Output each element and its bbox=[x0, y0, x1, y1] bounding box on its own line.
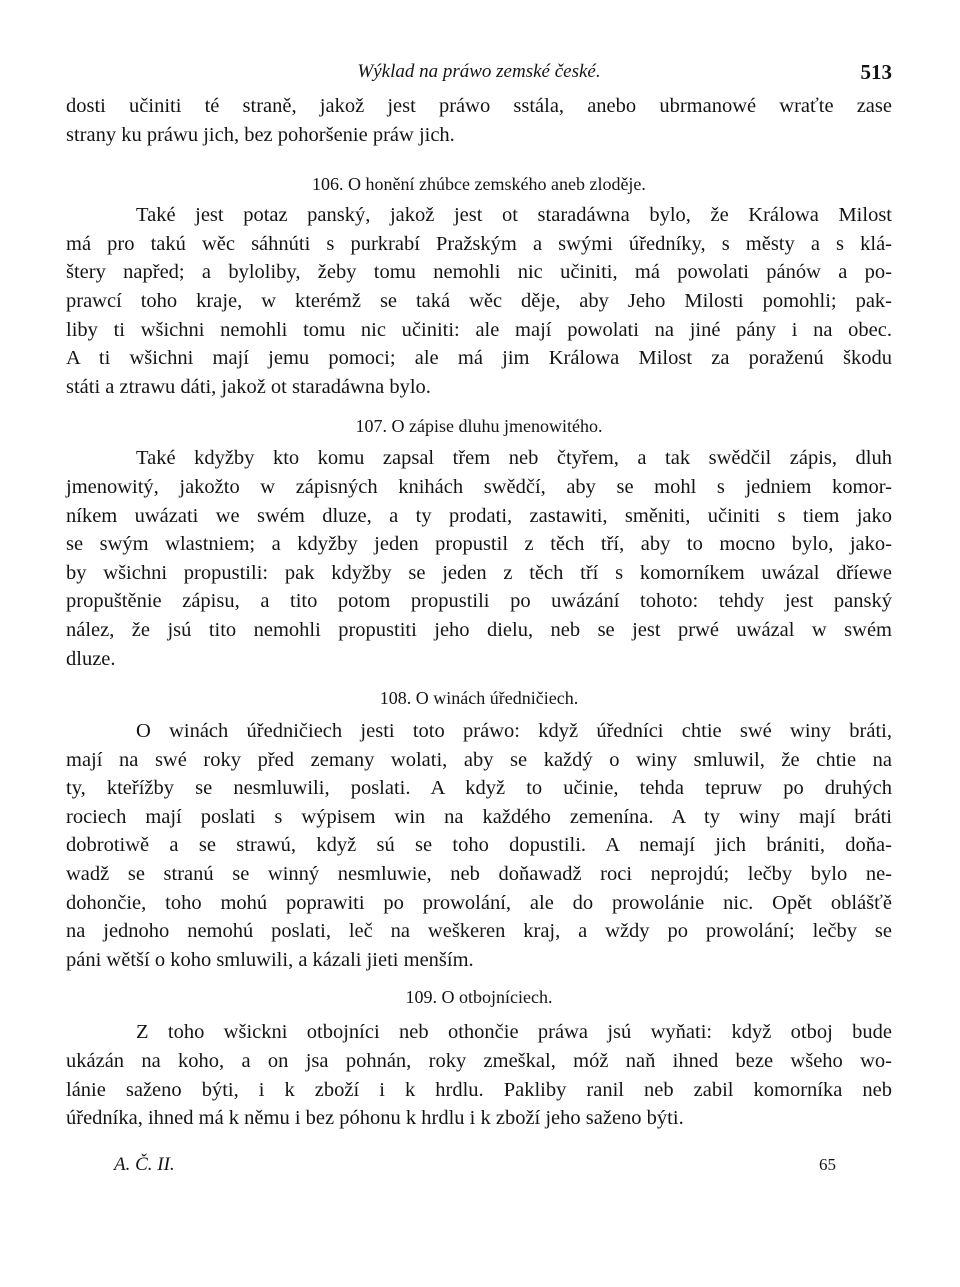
text-line: O winách úředničiech jesti toto práwo: když úředníci chtie swé winy bráti, bbox=[136, 720, 892, 743]
printer-signature: A. Č. II. bbox=[114, 1153, 175, 1175]
section-heading: 107. O zápise dluhu jmenowitého. bbox=[355, 416, 603, 437]
text-line: má pro takú wěc sáhnúti s purkrabí Pražským a swými úředníky, s městy a s klá- bbox=[66, 232, 892, 255]
text-line: Také jest potaz panský, jakož jest ot staradáwna bylo, že Králowa Milost bbox=[136, 204, 892, 227]
running-title: Wýklad na práwo zemské české. bbox=[357, 61, 601, 82]
page-body bbox=[66, 92, 892, 1133]
text-line: lánie saženo býti, i k zboží i k hrdlu. Pakliby ranil neb zabil komorníka neb bbox=[66, 1078, 892, 1101]
text-line: dluze. bbox=[66, 647, 116, 670]
section-paragraph bbox=[66, 444, 892, 673]
text-line: A ti wšichni mají jemu pomoci; ale má jim Králowa Milost za poraženú škodu bbox=[66, 347, 892, 370]
text-line: ukázán na koho, a on jsa pohnán, roky zmeškal, móž naň ihned beze wšeho wo- bbox=[66, 1050, 892, 1073]
page-header bbox=[66, 58, 892, 92]
page-number: 513 bbox=[860, 60, 892, 84]
text-line: rociech mají poslati s wýpisem win na každého zemenína. A ty winy mají bráti bbox=[66, 805, 892, 828]
page-footer bbox=[66, 1151, 892, 1181]
text-line: štery napřed; a byloliby, žeby tomu nemohli nic učiniti, má powolati pánów a po- bbox=[66, 261, 892, 284]
section-paragraph bbox=[66, 717, 892, 974]
text-line: prawcí toho kraje, w kterémž se taká wěc děje, aby Jeho Milosti pomohli; pak- bbox=[66, 289, 892, 312]
text-line: Z toho wšickni otbojníci neb othončie práwa jsú wyňati: když otboj bude bbox=[136, 1021, 892, 1044]
text-line: státi a ztrawu dáti, jakož ot staradáwna bylo. bbox=[66, 375, 431, 398]
text-line: níkem uwázati we swém dluze, a ty prodati, zastawiti, směniti, učiniti s tiem jako bbox=[66, 504, 892, 527]
text-line: mají na swé roky před zemany wolati, aby se každý o winy smluwil, že chtie na bbox=[66, 748, 892, 771]
text-line: nález, že jsú tito nemohli propustiti jeho dielu, neb se jest prwé uwázal w swém bbox=[66, 618, 892, 641]
section-heading: 108. O winách úředničiech. bbox=[379, 688, 579, 709]
text-line: wadž se stranú se winný nesmluwie, neb doňawadž roci neprojdú; lečby bylo ne- bbox=[66, 863, 892, 886]
section-heading: 106. O honění zhúbce zemského aneb zloděje. bbox=[312, 174, 646, 195]
text-line: dosti učiniti té straně, jakož jest práwo sstála, anebo ubrmanowé wraťte zase bbox=[66, 95, 892, 117]
text-line: Také kdyžby kto komu zapsal třem neb čtyřem, a tak swědčil zápis, dluh bbox=[136, 447, 892, 470]
section-paragraph bbox=[66, 201, 892, 401]
text-line: propuštěnie zápisu, a tito potom propustili po uwázání tohoto: tehdy jest panský bbox=[66, 590, 892, 613]
text-line: dohončie, toho mohú poprawiti po prowolání, ale do prowolánie nic. Opět oblášťě bbox=[66, 891, 892, 914]
text-line: úředníka, ihned má k němu i bez póhonu k hrdlu i k zboží jeho saženo býti. bbox=[66, 1107, 684, 1130]
text-line: se swým wlastniem; a kdyžby jeden propustil z těch tří, aby to mocno bylo, jako- bbox=[66, 533, 892, 556]
sheet-number: 65 bbox=[819, 1154, 836, 1174]
text-line: dobrotiwě a se strawú, když sú se toho dopustili. A nemají jich brániti, doňa- bbox=[66, 834, 892, 857]
section-heading: 109. O otbojníciech. bbox=[405, 987, 553, 1008]
text-line: jmenowitý, jakožto w zápisných knihách swědčí, aby se mohl s jedniem komor- bbox=[66, 475, 892, 498]
text-line: by wšichni propustili: pak kdyžby se jeden z těch tří s komorníkem uwázal dříewe bbox=[66, 561, 892, 584]
text-line: strany ku práwu jich, bez pohoršenie práw jich. bbox=[66, 123, 455, 146]
text-line: na jednoho nemohú poslati, leč na weškeren kraj, a wždy po prowolání; lečby se bbox=[66, 920, 892, 943]
text-line: ty, kteřížby se nesmluwili, poslati. A když to učinie, tehda tepruw po druhých bbox=[66, 777, 892, 800]
text-line: liby ti wšichni nemohli tomu nic učiniti: ale mají powolati na jiné pány i na obec. bbox=[66, 318, 892, 341]
intro-paragraph bbox=[66, 92, 892, 149]
text-line: páni wětší o koho smluwili, a kázali jieti menším. bbox=[66, 948, 474, 971]
section-paragraph bbox=[66, 1018, 892, 1132]
